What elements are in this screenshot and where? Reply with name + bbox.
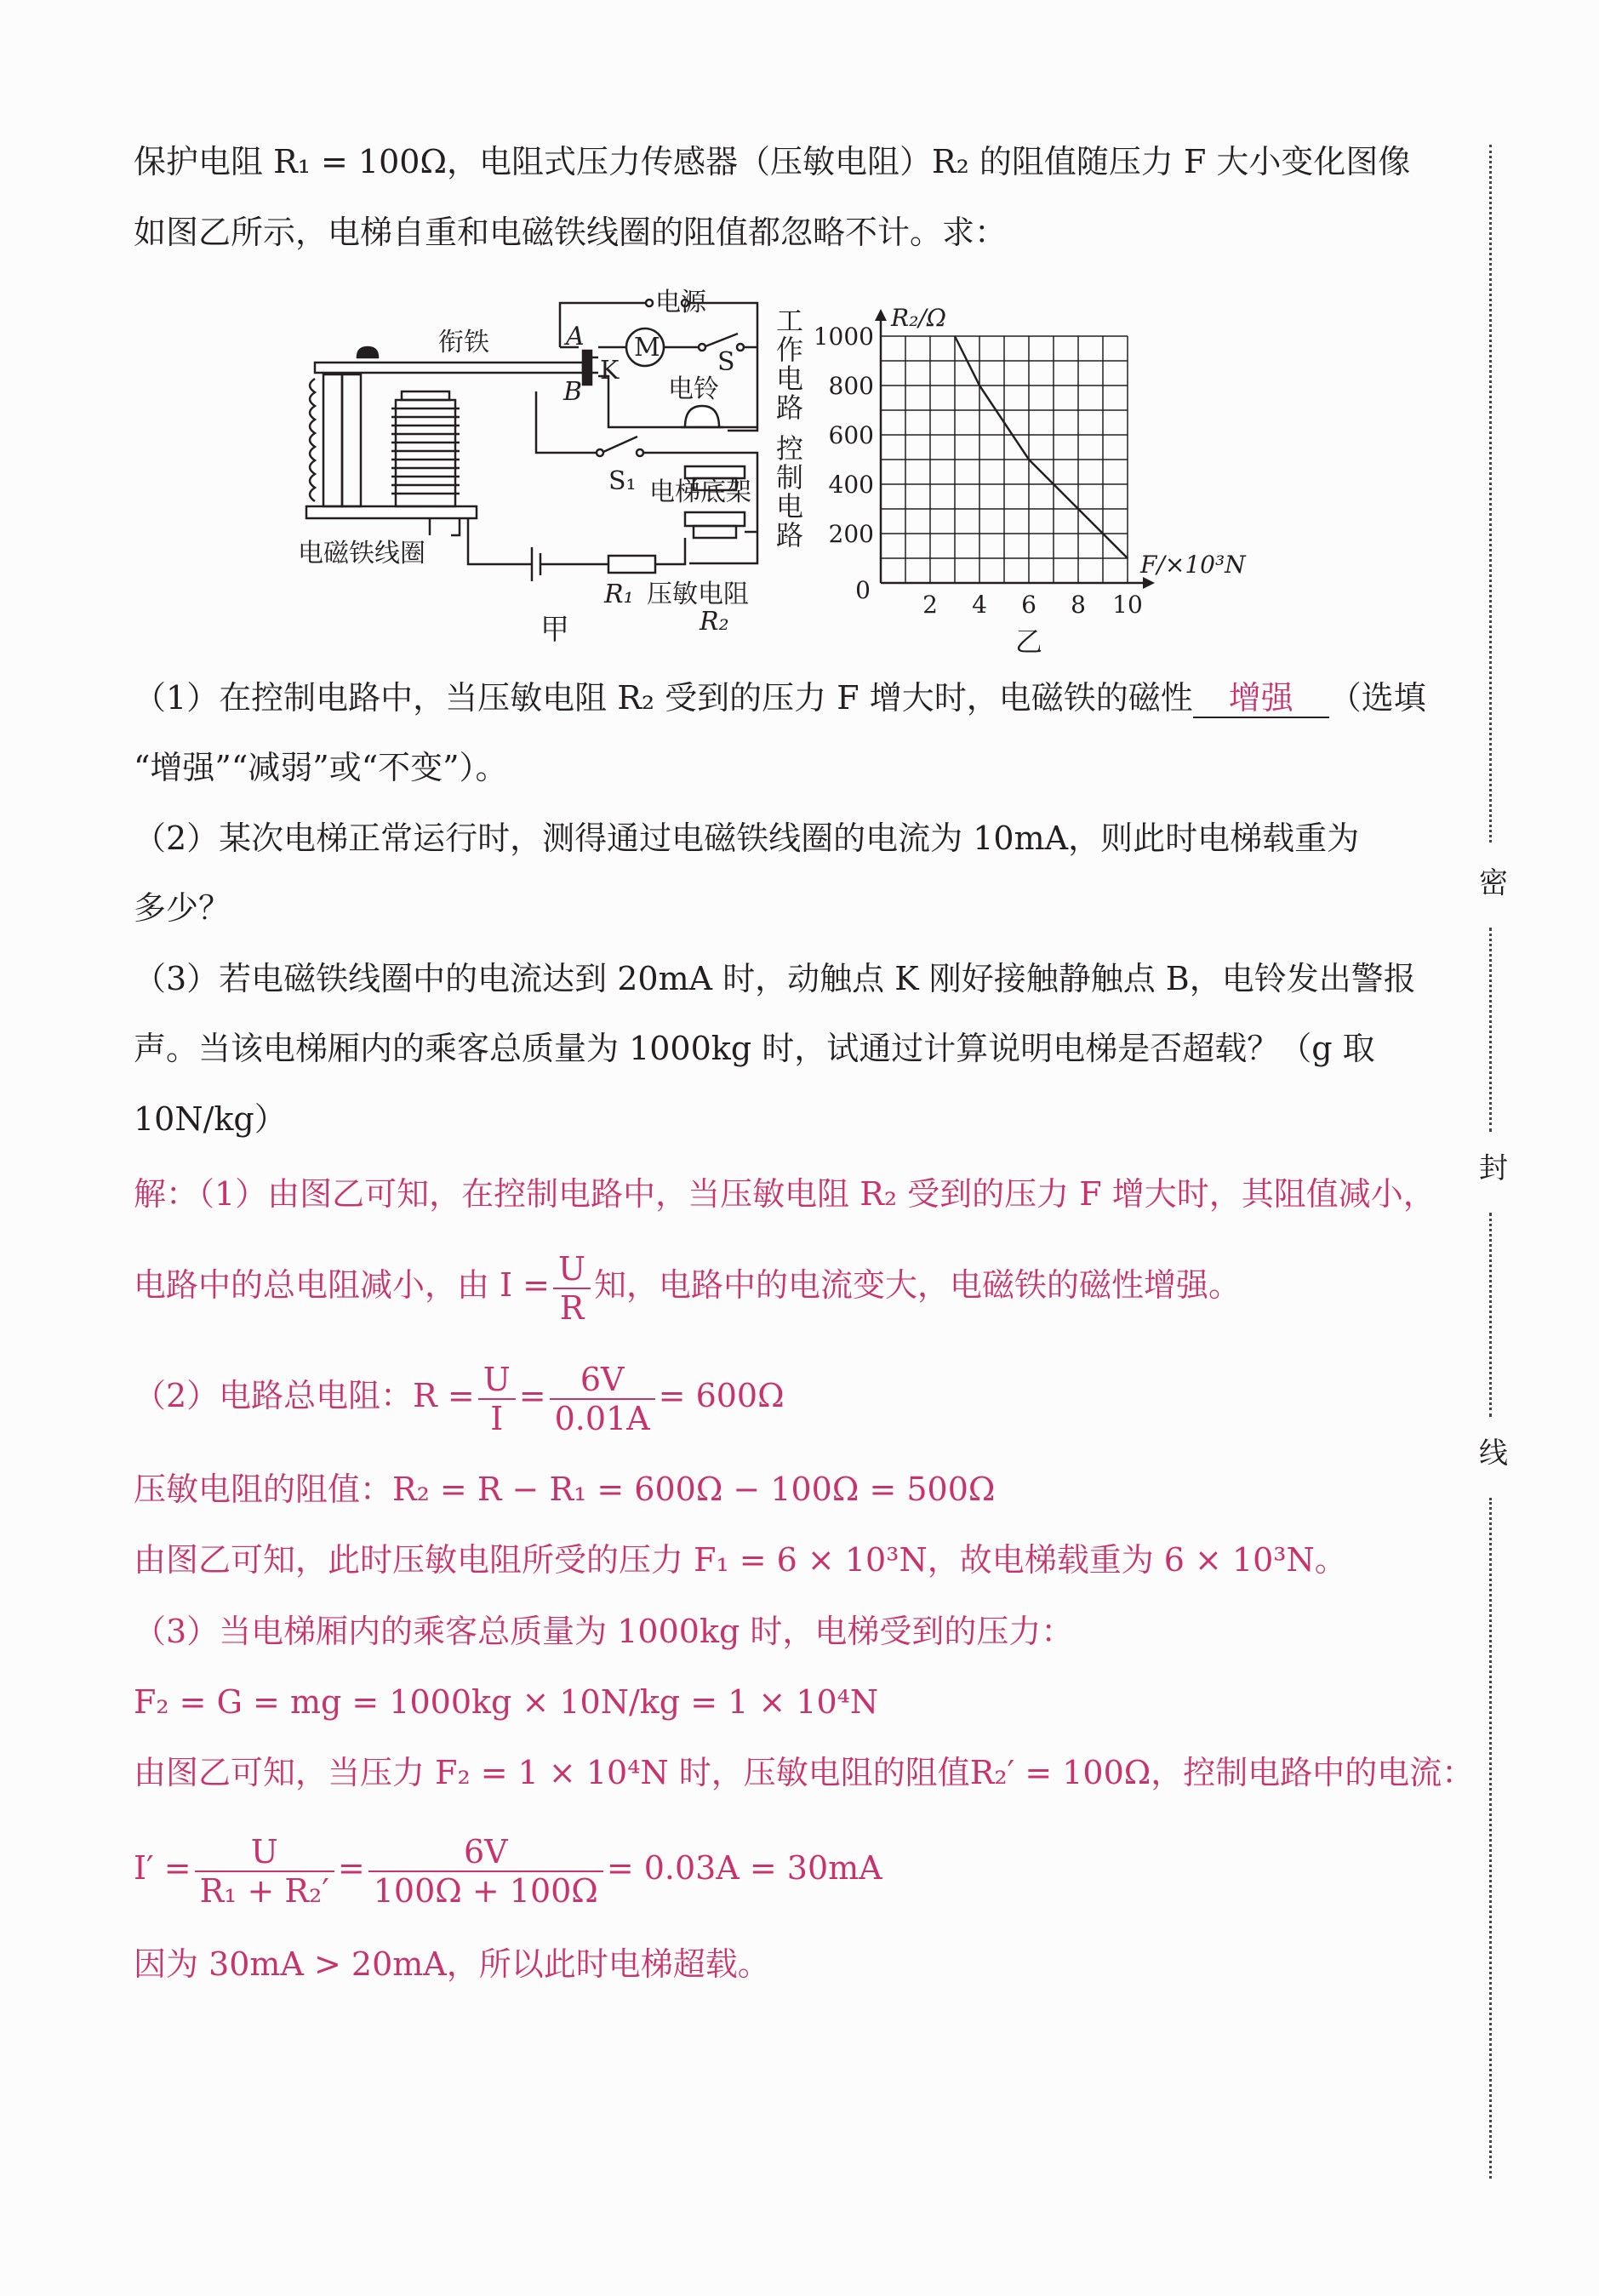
y-tick-label: 400 xyxy=(828,471,874,499)
solution-3-result: = 0.03A = 30mA xyxy=(606,1849,882,1887)
x-tick-label: 8 xyxy=(1071,591,1086,619)
label-R2: R₂ xyxy=(700,607,729,637)
seal-dotted-line-3 xyxy=(1489,1213,1492,1417)
solution-3-conclusion: 因为 30mA > 20mA，所以此时电梯超载。 xyxy=(134,1945,770,1983)
solution-2-text-a: （2）电路总电阻：R = xyxy=(134,1377,475,1414)
solution-2-result: = 600Ω xyxy=(658,1377,785,1414)
x-axis-label: F/×10³N xyxy=(1140,551,1246,579)
y-tick-label: 600 xyxy=(828,421,874,449)
fraction-u-over-r1-r2 xyxy=(195,1833,334,1910)
origin-label: 0 xyxy=(855,576,871,604)
q2-line-1: （2）某次电梯正常运行时，测得通过电磁铁线圈的电流为 10mA，则此时电梯载重为 xyxy=(134,820,1360,857)
label-S1: S₁ xyxy=(608,466,637,496)
frac-denominator: R xyxy=(559,1288,585,1327)
q1-text-after: （选填 xyxy=(1328,679,1426,717)
y-axis-arrow xyxy=(875,309,887,321)
q1-line-2: “增强”“减弱”或“不变”）。 xyxy=(134,749,508,786)
y-tick-label: 200 xyxy=(828,520,874,548)
fraction-u-over-i xyxy=(478,1361,516,1437)
q3-line-2: 声。当该电梯厢内的乘客总质量为 1000kg 时，试通过计算说明电梯是否超载？（g 取 xyxy=(134,1030,1375,1067)
margin-label-mi: 密 xyxy=(1479,866,1508,900)
solution-3-line-1: （3）当电梯厢内的乘客总质量为 1000kg 时，电梯受到的压力： xyxy=(134,1613,1074,1650)
solution-1-line-1: 解：（1）由图乙可知，在控制电路中，当压敏电阻 R₂ 受到的压力 F 增大时，其阻值减小， xyxy=(134,1175,1436,1213)
frac-numerator: U xyxy=(478,1361,516,1400)
label-K: K xyxy=(600,356,620,386)
frac-numerator: U xyxy=(553,1250,591,1289)
q1-answer-blank: 增强 xyxy=(1193,679,1329,718)
label-R1: R₁ xyxy=(604,580,634,609)
solution-3-line-3: 由图乙可知，当压力 F₂ = 1 × 10⁴N 时，压敏电阻的阻值R₂′ = 100Ω，控制电路中的电流： xyxy=(134,1754,1475,1791)
q1-line-1 xyxy=(134,677,1426,719)
circuit-diagram xyxy=(289,281,834,655)
intro-line-1: 保护电阻 R₁ = 100Ω，电阻式压力传感器（压敏电阻）R₂ 的阻值随压力 F 大小变化图像 xyxy=(134,143,1411,180)
caption-jia: 甲 xyxy=(540,613,569,647)
q3-line-3: 10N/kg） xyxy=(134,1100,287,1138)
equals-sign: = xyxy=(518,1377,546,1414)
fraction-6v-over-001a xyxy=(550,1361,655,1437)
x-tick-label: 6 xyxy=(1021,591,1036,619)
y-tick-label: 1000 xyxy=(813,323,874,351)
label-elevator-frame: 电梯底架 xyxy=(649,477,751,507)
x-axis-arrow xyxy=(1143,577,1155,589)
frac-denominator: R₁ + R₂′ xyxy=(199,1871,329,1910)
margin-label-feng: 封 xyxy=(1479,1151,1508,1185)
solution-2-line-2: 压敏电阻的阻值：R₂ = R − R₁ = 600Ω − 100Ω = 500Ω xyxy=(134,1471,996,1508)
equals-sign: = xyxy=(337,1849,365,1887)
solution-2-line-3: 由图乙可知，此时压敏电阻所受的压力 F₁ = 6 × 10³N，故电梯载重为 6 × 10³N。 xyxy=(134,1541,1347,1579)
x-tick-label: 10 xyxy=(1112,591,1143,619)
solution-3-text-a: I′ = xyxy=(134,1849,191,1887)
frac-denominator: I xyxy=(490,1399,504,1437)
margin-label-xian: 线 xyxy=(1479,1436,1508,1471)
q2-line-2: 多少？ xyxy=(134,889,231,927)
intro-line-2: 如图乙所示，电梯自重和电磁铁线圈的阻值都忽略不计。求： xyxy=(134,214,1008,251)
label-control-circuit: 控制电路 xyxy=(776,432,804,551)
label-S: S xyxy=(717,347,735,377)
label-work-circuit: 工作电路 xyxy=(776,305,804,424)
solution-1-text-b: 知，电路中的电流变大，电磁铁的磁性增强。 xyxy=(594,1266,1242,1304)
seal-dotted-line-1 xyxy=(1489,145,1492,842)
r2-force-chart xyxy=(800,289,1276,655)
solution-3-line-2: F₂ = G = mg = 1000kg × 10N/kg = 1 × 10⁴N xyxy=(134,1683,879,1721)
solution-2-line-1 xyxy=(134,1353,1419,1438)
q1-text-before: （1）在控制电路中，当压敏电阻 R₂ 受到的压力 F 增大时，电磁铁的磁性 xyxy=(134,679,1193,717)
chart-caption: 乙 xyxy=(1014,625,1043,655)
y-axis-label: R₂/Ω xyxy=(891,304,946,332)
label-bell: 电铃 xyxy=(668,374,719,404)
solution-1-text-a: 电路中的总电阻减小，由 I = xyxy=(134,1266,551,1304)
series-line-r2 xyxy=(955,336,1128,558)
y-tick-label: 800 xyxy=(828,372,874,400)
solution-3-line-4 xyxy=(134,1825,1419,1910)
frac-numerator: 6V xyxy=(550,1361,655,1400)
label-motor: M xyxy=(634,333,660,363)
seal-dotted-line-2 xyxy=(1489,928,1492,1132)
q3-line-1: （3）若电磁铁线圈中的电流达到 20mA 时，动触点 K 刚好接触静触点 B，电铃发出警报 xyxy=(134,960,1416,997)
label-armature: 衔铁 xyxy=(438,328,489,357)
frac-numerator: 6V xyxy=(368,1833,603,1872)
label-coil: 电磁铁线圈 xyxy=(298,539,425,568)
frac-numerator: U xyxy=(195,1833,334,1872)
frac-denominator: 0.01A xyxy=(554,1399,650,1437)
x-tick-label: 4 xyxy=(972,591,987,619)
frac-denominator: 100Ω + 100Ω xyxy=(373,1871,598,1910)
label-A: A xyxy=(566,322,585,351)
label-B: B xyxy=(563,377,583,407)
solution-1-line-2 xyxy=(134,1242,1419,1328)
label-power: 电源 xyxy=(655,288,706,317)
x-tick-label: 2 xyxy=(922,591,938,619)
label-varistor: 压敏电阻 xyxy=(647,580,749,609)
fraction-u-over-r xyxy=(553,1250,591,1327)
seal-dotted-line-4 xyxy=(1489,1498,1492,2179)
fraction-6v-over-200ohm xyxy=(368,1833,603,1910)
